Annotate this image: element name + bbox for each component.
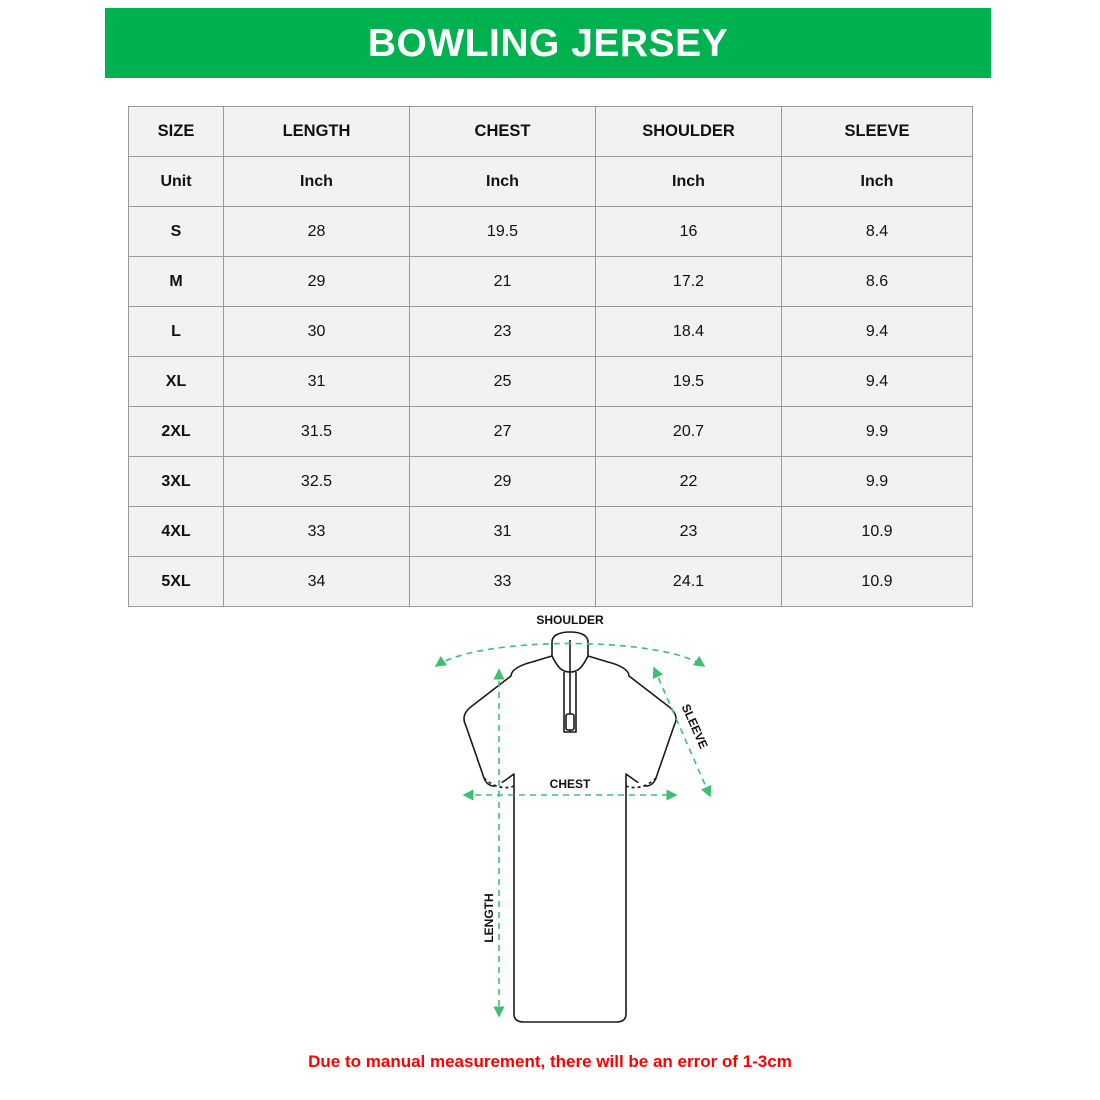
cell-chest: 21 <box>410 257 596 307</box>
unit-sleeve: Inch <box>782 157 973 207</box>
jersey-measurement-diagram <box>380 610 760 1040</box>
cell-length: 31 <box>224 357 410 407</box>
cell-shoulder: 17.2 <box>596 257 782 307</box>
column-header-length: LENGTH <box>224 107 410 157</box>
table-row <box>129 357 973 407</box>
cell-length: 28 <box>224 207 410 257</box>
unit-label: Unit <box>129 157 224 207</box>
cell-size: 3XL <box>129 457 224 507</box>
cell-shoulder: 24.1 <box>596 557 782 607</box>
cell-shoulder: 23 <box>596 507 782 557</box>
cell-chest: 19.5 <box>410 207 596 257</box>
column-header-shoulder: SHOULDER <box>596 107 782 157</box>
measurement-disclaimer: Due to manual measurement, there will be an error of 1-3cm <box>308 1052 792 1071</box>
cell-sleeve: 9.9 <box>782 407 973 457</box>
table-row <box>129 557 973 607</box>
cell-size: 5XL <box>129 557 224 607</box>
table-row <box>129 207 973 257</box>
label-sleeve: SLEEVE <box>678 701 711 751</box>
label-shoulder: SHOULDER <box>536 613 604 627</box>
cell-chest: 33 <box>410 557 596 607</box>
cell-size: L <box>129 307 224 357</box>
cell-chest: 23 <box>410 307 596 357</box>
column-header-sleeve: SLEEVE <box>782 107 973 157</box>
label-chest: CHEST <box>549 777 591 791</box>
cell-chest: 29 <box>410 457 596 507</box>
cell-sleeve: 9.9 <box>782 457 973 507</box>
cell-length: 34 <box>224 557 410 607</box>
table-row <box>129 457 973 507</box>
column-header-size: SIZE <box>129 107 224 157</box>
column-header-chest: CHEST <box>410 107 596 157</box>
table-row <box>129 307 973 357</box>
table-row <box>129 407 973 457</box>
cell-shoulder: 22 <box>596 457 782 507</box>
cell-chest: 31 <box>410 507 596 557</box>
cell-length: 31.5 <box>224 407 410 457</box>
unit-chest: Inch <box>410 157 596 207</box>
cell-length: 32.5 <box>224 457 410 507</box>
cell-sleeve: 10.9 <box>782 557 973 607</box>
cell-shoulder: 16 <box>596 207 782 257</box>
cell-length: 29 <box>224 257 410 307</box>
cell-size: S <box>129 207 224 257</box>
table-row-unit <box>129 157 973 207</box>
cell-shoulder: 19.5 <box>596 357 782 407</box>
header-banner <box>105 8 991 78</box>
cell-shoulder: 18.4 <box>596 307 782 357</box>
page-title: BOWLING JERSEY <box>367 21 729 65</box>
cell-chest: 27 <box>410 407 596 457</box>
cell-sleeve: 8.6 <box>782 257 973 307</box>
size-chart-table <box>128 106 972 607</box>
table-header-row <box>129 107 973 157</box>
cell-size: 4XL <box>129 507 224 557</box>
table-row <box>129 507 973 557</box>
label-length: LENGTH <box>482 893 496 943</box>
cell-sleeve: 10.9 <box>782 507 973 557</box>
cell-sleeve: 8.4 <box>782 207 973 257</box>
cell-sleeve: 9.4 <box>782 357 973 407</box>
cell-size: M <box>129 257 224 307</box>
cell-length: 33 <box>224 507 410 557</box>
unit-shoulder: Inch <box>596 157 782 207</box>
cell-sleeve: 9.4 <box>782 307 973 357</box>
cell-size: XL <box>129 357 224 407</box>
cell-length: 30 <box>224 307 410 357</box>
cell-shoulder: 20.7 <box>596 407 782 457</box>
unit-length: Inch <box>224 157 410 207</box>
cell-chest: 25 <box>410 357 596 407</box>
cell-size: 2XL <box>129 407 224 457</box>
table-row <box>129 257 973 307</box>
